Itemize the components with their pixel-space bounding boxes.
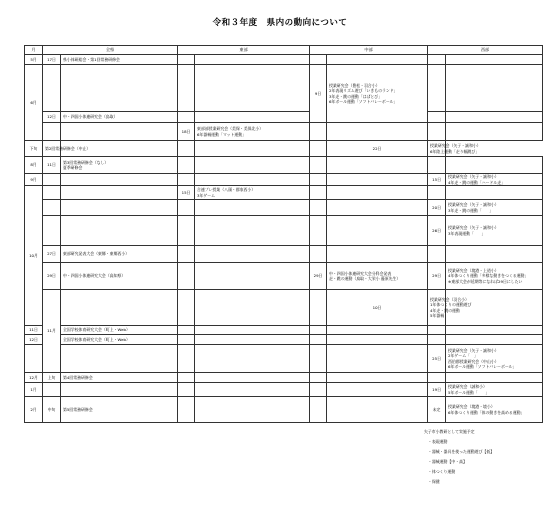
month-cell: 2月 xyxy=(25,397,43,423)
seibu-event xyxy=(446,216,543,246)
zenken-event xyxy=(61,397,178,423)
cell-line: ※東部大会が延期等になれば29日にしたい xyxy=(448,278,523,284)
seibu-date xyxy=(428,246,446,263)
page-title: 令和３年度 県内の動向について xyxy=(212,18,348,28)
seibu-date: 15日 xyxy=(428,174,446,186)
toubu-event xyxy=(195,335,310,345)
chubu-event xyxy=(428,290,472,326)
table-row xyxy=(25,174,543,186)
cell-line: 6年ボール運動「ソフトバレーボール」 xyxy=(329,98,398,104)
seibu-event xyxy=(446,345,543,373)
zenken-date: 17日 xyxy=(43,55,61,65)
chubu-event xyxy=(327,55,428,65)
cell-line: 中・四国小体連研究大会（高知県） xyxy=(63,273,126,279)
zenken-event xyxy=(61,326,178,335)
zenken-event xyxy=(61,383,178,397)
zenken-event xyxy=(178,290,195,326)
chubu-date xyxy=(310,174,327,186)
toubu-event xyxy=(195,397,310,423)
cell-line: 6年陸上運動「走り幅跳び」 xyxy=(430,148,480,154)
header-seibu: 西部 xyxy=(428,46,543,55)
seibu-event xyxy=(428,141,481,157)
zenken-event xyxy=(61,335,178,345)
chubu-date xyxy=(310,335,327,345)
header-chubu: 中部 xyxy=(310,46,428,55)
zenken-event xyxy=(61,174,178,186)
seibu-date xyxy=(428,157,446,174)
table-row xyxy=(25,186,543,200)
cell-line: 授業研究会（境港・境小） xyxy=(448,404,495,410)
zenken-date xyxy=(43,216,61,246)
cell-line: 1年体つくりの運動遊び xyxy=(430,302,472,308)
seibu-date: 19日 xyxy=(428,383,446,397)
seibu-date xyxy=(428,335,446,345)
cell-line: 第2回常務研修会（中止） xyxy=(45,145,91,151)
table-row xyxy=(25,373,543,383)
chubu-event xyxy=(327,383,428,397)
notes-item: ・器械・器具を使った運動遊び【低】 xyxy=(428,448,495,454)
cell-line: 授業研究会（矢子・誠和小） xyxy=(448,347,499,353)
toubu-event xyxy=(195,345,310,373)
seibu-date: 未定 xyxy=(428,397,446,423)
chubu-event xyxy=(327,200,428,216)
zenken-date: 12日 xyxy=(43,112,61,123)
toubu-event xyxy=(195,383,310,397)
zenken-event xyxy=(43,141,91,157)
cell-line: 東部研究発表大会（東郷・東郷西小） xyxy=(63,251,130,257)
cell-line: 授業研究会（矢子・誠和小） xyxy=(430,143,481,149)
table-row xyxy=(25,55,543,65)
cell-line: 走・跳の運動（鳥取・大栄小 藤原先生） xyxy=(329,276,401,281)
toubu-date xyxy=(178,157,195,174)
toubu-date xyxy=(178,174,195,186)
seibu-event xyxy=(446,326,543,335)
cell-line: 授業研究会（矢子・誠和小） xyxy=(448,225,499,231)
zenken-event xyxy=(61,123,178,141)
header-row xyxy=(25,46,543,55)
seibu-event xyxy=(446,383,543,397)
chubu-event xyxy=(327,397,428,423)
zenken-date: 中旬 xyxy=(43,397,61,423)
zenken-date xyxy=(43,200,61,216)
zenken-event xyxy=(61,55,178,65)
zenken-event xyxy=(61,200,178,216)
seibu-event xyxy=(446,55,543,65)
toubu-date xyxy=(195,290,310,326)
zenken-event xyxy=(61,263,178,290)
seibu-event xyxy=(446,397,543,423)
toubu-event xyxy=(195,373,310,383)
zenken-date xyxy=(43,123,61,141)
seibu-date: 29日 xyxy=(428,263,446,290)
table-row xyxy=(25,290,543,326)
zenken-date: 11日 xyxy=(43,157,61,174)
cell-line: 第4回常務研修会 xyxy=(63,374,93,380)
table-row xyxy=(25,326,543,335)
toubu-date xyxy=(178,335,195,345)
table-row xyxy=(25,246,543,263)
cell-line: 全国学校体育研究大会（町上・Web） xyxy=(63,336,130,342)
cell-line: 3年走・跳の運動「 」 xyxy=(448,207,494,213)
seibu-event xyxy=(446,200,543,216)
chubu-date: 29日 xyxy=(310,263,327,290)
table-row xyxy=(25,397,543,423)
month-cell: 8月 xyxy=(25,157,43,174)
chubu-event xyxy=(327,326,428,335)
chubu-date xyxy=(310,55,327,65)
chubu-event xyxy=(327,65,428,123)
chubu-date xyxy=(310,383,327,397)
cell-line: 授業研究会（誠和小） xyxy=(448,384,487,390)
zenken-date xyxy=(25,345,43,373)
zenken-event xyxy=(61,65,178,112)
table-row xyxy=(25,141,543,157)
cell-line: 4年走・跳の運動「ハードル走」 xyxy=(448,179,505,185)
seibu-date: 22日 xyxy=(327,141,428,157)
cell-line: 授業研究会（境港・上道小） xyxy=(448,268,499,274)
toubu-event xyxy=(195,55,310,65)
chubu-date xyxy=(310,345,327,373)
seibu-date: 25日 xyxy=(428,345,446,373)
toubu-date xyxy=(178,326,195,335)
chubu-event xyxy=(327,123,428,141)
toubu-date xyxy=(178,383,195,397)
toubu-date xyxy=(178,216,195,246)
seibu-date xyxy=(428,186,446,200)
chubu-date xyxy=(310,373,327,383)
toubu-date: 15日 xyxy=(178,186,195,200)
zenken-event xyxy=(61,216,178,246)
chubu-event xyxy=(327,345,428,373)
table-row xyxy=(25,65,543,112)
chubu-event xyxy=(327,263,428,290)
seibu-date xyxy=(428,112,446,123)
seibu-event xyxy=(446,263,543,290)
seibu-date xyxy=(446,290,543,326)
chubu-date: 10日 xyxy=(327,290,428,326)
toubu-date xyxy=(178,263,195,290)
cell-line: 授業研究会（矢子・誠和小） xyxy=(448,202,499,208)
toubu-date xyxy=(178,246,195,263)
zenken-date xyxy=(43,186,61,200)
zenken-date: 下旬 xyxy=(25,141,43,157)
zenken-date: 11日 xyxy=(25,326,43,335)
table-row xyxy=(25,383,543,397)
notes-item: ・体つくり運動 xyxy=(428,468,456,474)
cell-line: 授業研究会（豊松・羽合小） xyxy=(329,82,380,88)
cell-line: 3年走・跳の運動「はばとび」 xyxy=(329,93,383,99)
chubu-date xyxy=(310,123,327,141)
header-month: 月 xyxy=(25,46,43,55)
cell-line: 3年ゲーム xyxy=(197,192,216,198)
chubu-date xyxy=(310,200,327,216)
zenken-date: 27日 xyxy=(43,246,61,263)
seibu-event xyxy=(446,123,543,141)
cell-line: 県小体研総会・第1回常務研修会 xyxy=(63,56,120,62)
notes-item: ・表現運動 xyxy=(428,438,448,444)
table-row xyxy=(25,263,543,290)
zenken-date xyxy=(61,290,178,326)
cell-line: 4年走・跳の運動 xyxy=(430,307,460,313)
notes-item: ・保健 xyxy=(428,478,440,484)
seibu-event xyxy=(446,186,543,200)
toubu-date xyxy=(178,112,195,123)
chubu-date xyxy=(310,326,327,335)
zenken-date xyxy=(43,174,61,186)
zenken-date: 29日 xyxy=(43,263,61,290)
zenken-event xyxy=(61,373,178,383)
toubu-event xyxy=(310,290,327,326)
zenken-event xyxy=(61,246,178,263)
zenken-date: 上旬 xyxy=(43,373,61,383)
zenken-event xyxy=(61,112,178,123)
seibu-date xyxy=(428,373,446,383)
cell-line: 6年体つくり運動「体の動きを高める運動」 xyxy=(448,409,525,415)
chubu-date xyxy=(310,246,327,263)
toubu-date xyxy=(178,397,195,423)
table-row xyxy=(25,112,543,123)
toubu-event xyxy=(195,246,310,263)
cell-line: 5年器械 xyxy=(430,312,445,318)
notes-item: ・器械運動【中・高】 xyxy=(428,458,467,464)
month-cell: 5月 xyxy=(25,55,43,65)
seibu-date xyxy=(428,326,446,335)
cell-line: 第3回常務研修会（なし） xyxy=(63,159,109,165)
toubu-event xyxy=(195,216,310,246)
toubu-event xyxy=(195,200,310,216)
chubu-date xyxy=(310,216,327,246)
toubu-date xyxy=(178,65,195,112)
toubu-event xyxy=(178,141,195,157)
seibu-date xyxy=(428,123,446,141)
cell-line: 6年器械運動「マット運動」 xyxy=(197,131,247,137)
seibu-date: 20日 xyxy=(428,200,446,216)
zenken-event xyxy=(61,186,178,200)
month-cell: 10月 xyxy=(25,186,43,326)
toubu-date xyxy=(178,55,195,65)
toubu-event xyxy=(195,65,310,112)
header-zenken: 全県 xyxy=(43,46,178,55)
toubu-event xyxy=(195,186,310,200)
toubu-date xyxy=(178,373,195,383)
cell-line: 中・四国小体連研究大会分科会発表 xyxy=(329,270,392,276)
chubu-date xyxy=(310,157,327,174)
cell-line: 第5回常務研修会 xyxy=(63,406,93,412)
seibu-event xyxy=(446,157,543,174)
zenken-date xyxy=(43,383,61,397)
toubu-event xyxy=(195,157,310,174)
cell-line: 授業研究会（羽合小） xyxy=(430,296,469,302)
toubu-event xyxy=(195,174,310,186)
zenken-date xyxy=(43,65,61,112)
table-row xyxy=(25,335,543,345)
cell-line: 3年表現運動「 」 xyxy=(448,230,486,236)
month-cell: 1月 xyxy=(25,383,43,397)
month-cell: 11月 xyxy=(43,290,61,373)
month-cell: 12月 xyxy=(25,373,43,383)
seibu-event xyxy=(446,174,543,186)
cell-line: 2年ゲーム「 」 xyxy=(448,353,478,359)
chubu-event xyxy=(327,335,428,345)
toubu-event xyxy=(195,123,310,141)
zenken-event xyxy=(61,345,178,373)
chubu-event xyxy=(327,216,428,246)
cell-line: 中・四国小体連研究会（鳥取） xyxy=(63,114,118,120)
cell-line: 授業研究会（矢子・誠和小） xyxy=(448,174,499,180)
chubu-event xyxy=(310,141,327,157)
month-cell: 9月 xyxy=(25,174,43,186)
zenken-event xyxy=(61,157,178,174)
seibu-event xyxy=(446,65,543,112)
zenken-date: 12日 xyxy=(25,335,43,345)
toubu-event xyxy=(195,263,310,290)
chubu-event xyxy=(327,157,428,174)
cell-line: 全国学校体育研究大会（町上・Web） xyxy=(63,327,130,333)
cell-line: 4年体つくり運動「多様な動きをつくる運動」 xyxy=(448,273,529,279)
seibu-event xyxy=(446,373,543,383)
chubu-date xyxy=(310,186,327,200)
seibu-date xyxy=(428,55,446,65)
chubu-date xyxy=(310,397,327,423)
cell-line: 夏季研修会 xyxy=(63,165,83,170)
cell-line: 2年表現リズム遊び「いきものランド」 xyxy=(329,88,398,94)
notes xyxy=(424,427,494,486)
cell-line: 合連プレ授業（八頭・郡家西小） xyxy=(197,187,256,193)
toubu-event xyxy=(195,112,310,123)
table-row xyxy=(25,345,543,373)
seibu-event xyxy=(446,112,543,123)
month-cell: 6月 xyxy=(25,65,43,141)
notes-heading: 矢子市小教研として実施予定 xyxy=(424,429,475,434)
seibu-event xyxy=(446,246,543,263)
table-row xyxy=(25,216,543,246)
chubu-date: 9日 xyxy=(310,65,327,123)
toubu-date xyxy=(178,345,195,373)
cell-line: 東部部授業研究会（美保・美保北小） xyxy=(197,126,264,132)
toubu-event xyxy=(195,326,310,335)
chubu-date xyxy=(195,141,310,157)
chubu-event xyxy=(327,246,428,263)
chubu-event xyxy=(327,373,428,383)
toubu-date: 18日 xyxy=(178,123,195,141)
cell-line: 6年ボール運動「ソフトバレーボール」 xyxy=(448,363,517,369)
cell-line: 西伯郡授業研究会（中山小） xyxy=(448,358,499,364)
schedule-table xyxy=(24,45,543,423)
cell-line: 5年ボール運動「 」 xyxy=(448,389,490,395)
header-toubu: 東部 xyxy=(178,46,310,55)
table-row xyxy=(25,200,543,216)
toubu-date xyxy=(178,200,195,216)
seibu-event xyxy=(446,335,543,345)
chubu-event xyxy=(327,174,428,186)
chubu-event xyxy=(327,186,428,200)
seibu-date xyxy=(428,65,446,112)
table-row xyxy=(25,157,543,174)
seibu-date: 26日 xyxy=(428,216,446,246)
table-row xyxy=(25,123,543,141)
